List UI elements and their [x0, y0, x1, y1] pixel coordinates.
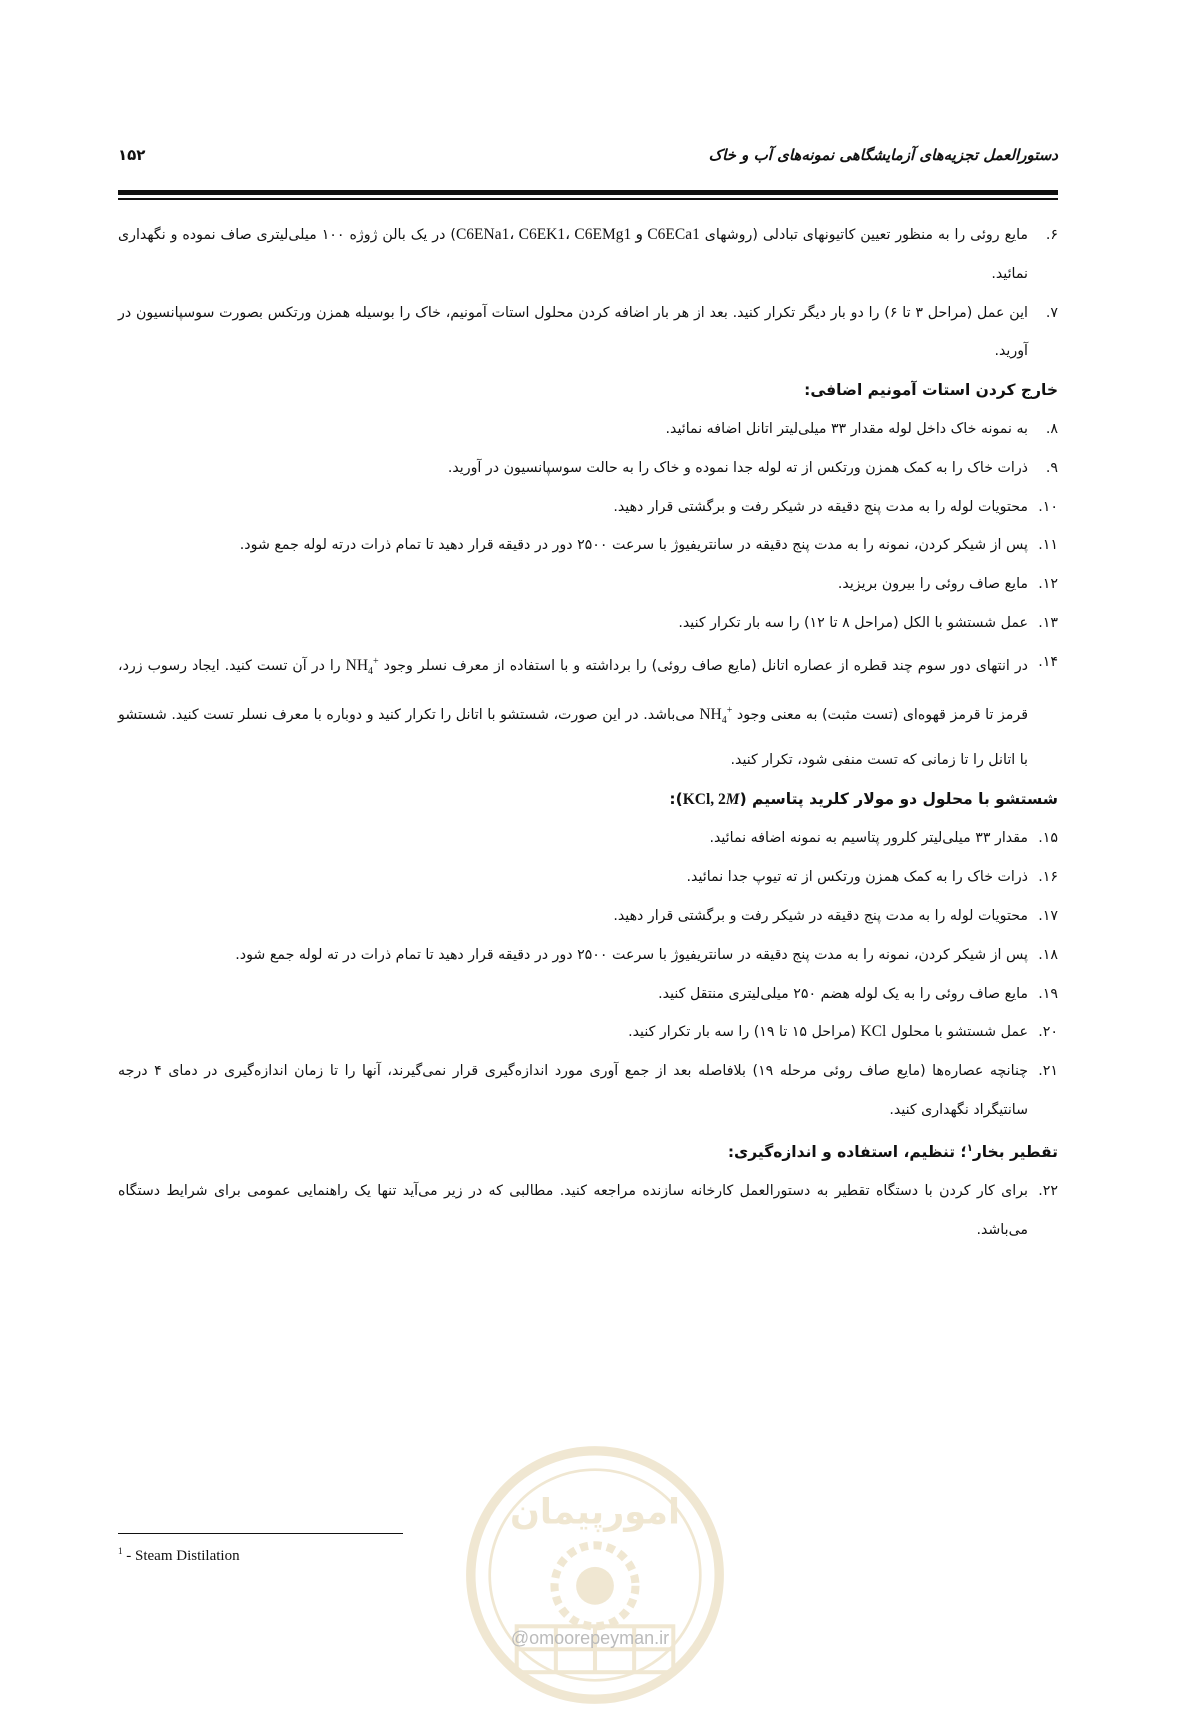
list-item	[118, 1013, 1058, 1052]
item-text: به نمونه خاک داخل لوله مقدار ۳۳ میلی‌لیتر اتانل اضافه نمائید.	[665, 420, 1028, 437]
item-number: ۱۱.	[1038, 537, 1058, 554]
section-heading: خارج کردن استات آمونیم اضافی:	[804, 381, 1058, 400]
item-number: ۱۲.	[1038, 576, 1058, 593]
item-text: این عمل (مراحل ۳ تا ۶) را دو بار دیگر تکرار کنید. بعد از هر بار اضافه کردن محلول استات آمونیم، خاک را بوسیله همزن ورتکس بصورت سوسپانسیون در آورید.	[118, 304, 1028, 360]
item-number: ۲۰.	[1038, 1024, 1058, 1041]
footnote-marker: ۱	[966, 1142, 973, 1154]
list-item	[118, 643, 1058, 780]
method-codes: C6ENa1، C6EK1، C6EMg1 و C6ECa1	[455, 226, 700, 243]
watermark-url: @omoorepeyman.ir	[510, 1628, 670, 1648]
list-item	[118, 526, 1058, 565]
list-item	[118, 1052, 1058, 1130]
item-text-cont: ) در یک بالن ژوژه ۱۰۰ میلی‌لیتری صاف نموده و نگهداری نمائید.	[118, 227, 1028, 282]
header-rule-thick	[118, 190, 1058, 195]
item-text: در انتهای دور سوم چند قطره از عصاره اتانل (مایع صاف روئی) را برداشته و با استفاده از معرف نسلر وجود	[378, 657, 1028, 674]
item-number: ۲۲.	[1038, 1182, 1058, 1199]
item-text: پس از شیکر کردن، نمونه را به مدت پنج دقیقه در سانتریفیوژ با سرعت ۲۵۰۰ دور در دقیقه قرار دهید تا تمام ذرات در ته لوله جمع شود.	[235, 946, 1028, 963]
ammonium-formula: $NH_4^+$	[345, 655, 379, 678]
item-text: چنانچه عصاره‌ها (مایع صاف روئی مرحله ۱۹) بلافاصله بعد از جمع آوری مورد اندازه‌گیری قرار نمی‌گیرند، آنها را تا زمان اندازه‌گیری در دمای ۴ درجه سانتیگراد نگهداری کنید.	[118, 1063, 1029, 1119]
item-number: ۱۳.	[1038, 614, 1058, 631]
item-number: ۲۱.	[1038, 1063, 1058, 1080]
item-text-cont: را در آن تست کنید. ایجاد رسوب زرد، قرمز تا قرمز قهوه‌ای (تست مثبت) به معنی وجود	[118, 657, 1028, 723]
item-text: مایع صاف روئی را به یک لوله هضم ۲۵۰ میلی‌لیتری منتقل کنید.	[658, 985, 1028, 1002]
list-item	[118, 449, 1058, 488]
section-heading: تقطیر بخار$^۱$؛ تنظیم، استفاده و اندازه‌گیری:	[727, 1142, 1058, 1161]
item-text-cont: (مراحل ۱۵ تا ۱۹) را سه بار تکرار کنید.	[628, 1024, 861, 1041]
item-text: مایع روئی را به منظور تعیین کاتیونهای تبادلی (روشهای	[699, 227, 1028, 243]
item-text: پس از شیکر کردن، نمونه را به مدت پنج دقیقه در سانتریفیوژ با سرعت ۲۵۰۰ دور در دقیقه قرار دهید تا تمام ذرات درته لوله جمع شود.	[239, 537, 1028, 554]
ammonium-formula: $NH_4^+$	[699, 704, 733, 727]
item-text: برای کار کردن با دستگاه تقطیر به دستورالعمل کارخانه سازنده مراجعه کنید. مطالبی که در زیر می‌آید تنها یک راهنمایی عمومی برای شرایط دستگاه می‌باشد.	[118, 1182, 1028, 1238]
item-number: ۱۵.	[1038, 830, 1058, 847]
footnote-rule	[118, 1533, 403, 1534]
item-number: ۱۶.	[1038, 869, 1058, 886]
list-item	[118, 488, 1058, 527]
list-item	[118, 897, 1058, 936]
item-text: محتویات لوله را به مدت پنج دقیقه در شیکر رفت و برگشتی قرار دهید.	[613, 498, 1028, 515]
item-text-cont: می‌باشد. در این صورت، شستشو با اتانل را تکرار کنید و دوباره با معرف نسلر تست کنید. شستشو با اتانل را تا زمانی که تست منفی شود، تکرار کنید.	[118, 706, 1028, 768]
item-text: عمل شستشو با محلول	[886, 1024, 1028, 1041]
item-number: ۸.	[1045, 420, 1058, 437]
list-item	[118, 410, 1058, 449]
section-heading: شستشو با محلول دو مولار کلرید پتاسیم (KCl, 2M):	[669, 789, 1058, 808]
item-text: ذرات خاک را به کمک همزن ورتکس از ته تیوپ جدا نمائید.	[686, 869, 1028, 886]
footnote: $^1$ - Steam Distilation	[118, 1546, 240, 1564]
list-item	[118, 975, 1058, 1014]
list-item	[118, 604, 1058, 643]
kcl-formula: KCl	[860, 1023, 887, 1041]
running-title: دستورالعمل تجزیه‌های آزمایشگاهی نمونه‌های آب و خاک	[708, 146, 1058, 164]
item-number: ۱۸.	[1038, 946, 1058, 963]
list-item	[118, 936, 1058, 975]
item-number: ۱۷.	[1038, 908, 1058, 925]
item-number: ۱۰.	[1038, 498, 1058, 515]
list-item	[118, 216, 1058, 294]
list-item	[118, 819, 1058, 858]
list-item	[118, 294, 1058, 372]
header-rule-thin	[118, 198, 1058, 200]
list-item	[118, 1172, 1058, 1250]
watermark-seal-icon	[460, 1440, 730, 1710]
page-number: ۱۵۲	[118, 146, 146, 164]
item-number: ۱۴.	[1038, 653, 1058, 670]
item-text: مایع صاف روئی را بیرون بریزید.	[837, 576, 1028, 593]
page-body	[118, 216, 1058, 1249]
item-number: ۷.	[1045, 304, 1058, 321]
item-number: ۶.	[1045, 227, 1058, 243]
page-header	[118, 146, 1058, 170]
item-text: محتویات لوله را به مدت پنج دقیقه در شیکر رفت و برگشتی قرار دهید.	[613, 908, 1028, 925]
item-text: ذرات خاک را به کمک همزن ورتکس از ته لوله جدا نموده و خاک را به حالت سوسپانسیون در آورید.	[447, 459, 1028, 476]
item-text: عمل شستشو با الکل (مراحل ۸ تا ۱۲) را سه بار تکرار کنید.	[678, 614, 1028, 631]
item-text: مقدار ۳۳ میلی‌لیتر کلرور پتاسیم به نمونه اضافه نمائید.	[709, 830, 1028, 847]
list-item	[118, 565, 1058, 604]
list-item	[118, 858, 1058, 897]
item-number: ۱۹.	[1038, 985, 1058, 1002]
item-number: ۹.	[1045, 459, 1058, 476]
svg-text:امورپیمان: امورپیمان	[509, 1491, 681, 1533]
